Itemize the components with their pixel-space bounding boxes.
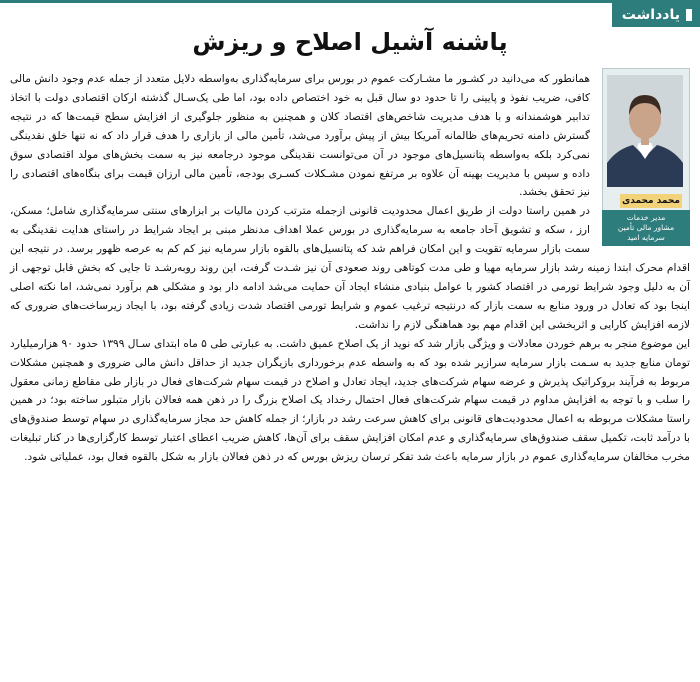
author-role-line: مدیر خدمات [626, 213, 666, 222]
author-name: محمد محمدی [620, 194, 682, 208]
section-tag [612, 3, 700, 27]
author-box-spacer [590, 70, 690, 252]
section-header-bar [0, 0, 700, 29]
article-paragraph: همانطور که می‌دانید در کشـور ما مشـارکت عموم در بورس برای سرمایه‌گذاری به‌واسطه دلایل متعدد از جمله عدم وجود دانش مالی کافی، ضریب نفوذ و پایینی را تا حدود دو سال قبل به خود اختصاص داده بود، اما طی یک‌سـال گذشته ارکان اقتصادی دولت با اتخاذ تدابیر هوشمندانه و با هدف مدیریت شاخص‌های اقتصاد کلان و همچنین به منظور جلوگیری از افزایش سطح قیمت‌ها که در نتیجه گسترش دامنه تحریم‌های ظالمانه آمریکا بیش از پیش برآورد می‌شد، تأمین مالی از بازاری را هدف قرار داد که نه تنها خلق نقدینگی نمی‌کرد بلکه به‌واسطه پتانسیل‌های موجود در آن می‌توانست نقدینگی موجود درجامعه نیز به سمت بخش‌های مولد اقتصادی سوق داده و سپس با مدیریت بهینه آن علاوه بر مرتفع نمودن مشـکلات کسـری بودجه، تأمین مالی ارزان قیمت برای بنگاه‌های اقتصادی را نیز تحقق بخشد. [10, 73, 590, 199]
article-body [10, 70, 690, 467]
section-label: یادداشت [621, 7, 680, 23]
author-role-line: سرمایه امید [627, 233, 665, 242]
author-role-line: مشاور مالی تأمین [617, 223, 675, 232]
article-headline: پاشنه آشیل اصلاح و ریزش [192, 28, 508, 56]
article-paragraph: در همین راستا دولت از طریق اعمال محدودیت قانونی ازجمله مترتب کردن مالیات بر ابزارهای سنتی سرمایه‌گذاری شامل؛ مسکن، ارز ، سکه و تشویق آحاد جامعه به سرمایه‌گذاری در بورس عملا اهداف مدنظر مبنی بر ایجاد شرایط در راستای هدایت نقدینگی به سمت بازار سرمایه تقویت و این امکان فراهم شد که پتانسیل‌های بالقوه بازار سرمایه نیز کم کم به عرصه ظهور برسد. در نتیجه این اقدام محرک ابتدا زمینه رشد بازار سرمایه مهیا و طی مدت کوتاهی روند صعودی آن نیز شـدت گرفت، این روند روبه‌رشـد تا جایی که بخش قابل توجهی از آن به دلیل وجود شرایط تورمی در اقتصاد کشور با عوامل بنیادی منشاء ایجاد آن حمایت می‌شد ادامه دار بود و مشکلی هم برآورد نمی‌شد، اما نکته اصلی اینجا بود که تعادل در ورود منابع به سمت بازار که درنتیجه ترغیب عموم و شرایط تورمی اقتصاد شدت زیادی گرفته بود، با ایجاد زیرساخت‌های ضروری که لازمه افزایش کارایی و اثربخشی این اقدام مهم بود هماهنگی لازم را نداشت. [10, 205, 690, 331]
section-marker-icon [686, 9, 692, 21]
article-paragraph: این موضوع منجر به برهم خوردن معادلات و ویژگی بازار شد که نوید از یک اصلاح عمیق داشت. به عبارتی طی ۵ ماه ابتدای سـال ۱۳۹۹ حدود ۹۰ هزارمیلیارد تومان منابع جدید به سـمت بازار سرمایه سرازیر شده بود که به واسطه عدم برخورداری بازیگران جدید از حداقل دانش مالی ضروری و همچنین مشکلات مربوط به فرآیند بروکراتیک پذیرش و عرضه سهام شرکت‌های جدید، ایجاد تعادل و اصلاح در قیمت سهام شرکت‌های فعال در بازار طی مقاطع زمانی معقول را سلب و با توجه به افزایش مداوم در قیمت سهام شرکت‌های فعال احتمال رخداد یک اصلاح بزرگ را در ذهن همه فعالان بازار متبلور ساخته بود؛ در همین راستا مشکلات مربوطه به اعمال محدودیت‌های قانونی برای کاهش سرعت رشد در بازار؛ از جمله کاهش حد مجاز سرمایه‌گذاری در سهام توسط صندوق‌های با درآمد ثابت، تکمیل سقف صندوق‌های سرمایه‌گذاری و عدم امکان افزایش سقف برای آن‌ها، کاهش ضریب اعطای اعتبار توسط کارگزاری‌ها در کنار تبلیغات مخرب مخالفان سرمایه‌گذاری عموم در بازار سرمایه باعث شد تفکر ترسان ریزش بورس که در ذهن فعالان بازار به شکل بالقوه فعال بود، عملیاتی شود. [10, 337, 691, 464]
